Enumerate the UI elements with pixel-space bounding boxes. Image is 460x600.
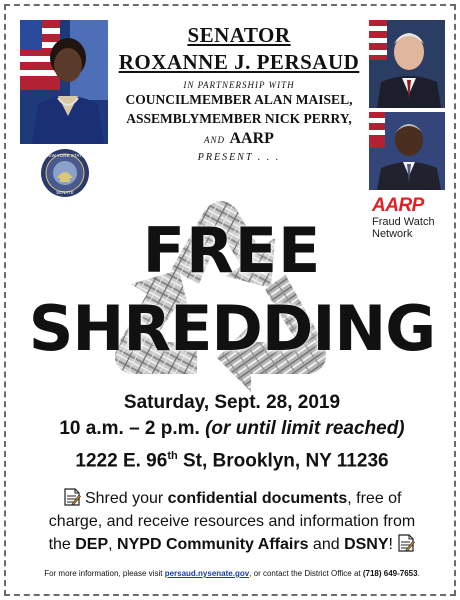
description-bold-dep: DEP	[75, 536, 109, 553]
senator-portrait	[20, 20, 108, 144]
perry-portrait	[369, 112, 445, 190]
senator-name: ROXANNE J. PERSAUD	[118, 50, 360, 74]
partner-perry: ASSEMBLYMEMBER NICK PERRY,	[126, 111, 352, 126]
description-bold-nypd: NYPD Community Affairs	[117, 536, 309, 553]
description-bold-documents: confidential documents	[167, 490, 348, 507]
event-address	[6, 442, 456, 475]
header	[116, 22, 362, 163]
event-date: Saturday, Sept. 28, 2019	[123, 392, 341, 413]
senator-persaud-photo	[20, 20, 108, 144]
partner-maisel: COUNCILMEMBER ALAN MAISEL,	[125, 92, 353, 107]
description-part4: and	[308, 536, 345, 553]
event-time: 10 a.m. – 2 p.m.	[59, 418, 200, 439]
senate-website-link[interactable]: persaud.nysenate.gov	[164, 569, 250, 578]
assemblymember-perry-photo	[369, 112, 445, 190]
senator-title: SENATOR	[187, 23, 291, 47]
address-rest: St, Brooklyn, NY 11236	[177, 450, 389, 472]
event-description	[36, 487, 428, 556]
partnership-label: IN PARTNERSHIP WITH	[183, 80, 295, 90]
address-suffix: th	[167, 450, 178, 462]
partner-aarp-row	[116, 130, 362, 148]
seal-bottom-text: SENATE	[56, 190, 74, 195]
aarp-tagline-line1: Fraud Watch	[372, 216, 435, 228]
description-bold-dsny: DSNY	[344, 536, 389, 553]
description-part1: Shred your	[84, 490, 168, 507]
footer-text2: , or contact the District Office at	[249, 569, 363, 578]
description-part2: , free of charge, and receive resources and information from the	[48, 490, 416, 553]
aarp-tagline-line2: Network	[372, 228, 413, 240]
seal-top-text: NEW YORK STATE	[45, 153, 85, 158]
footer-text3: .	[417, 569, 420, 578]
councilmember-maisel-photo	[369, 20, 445, 108]
event-time-line	[6, 415, 456, 442]
headline-free: FREE	[142, 214, 322, 287]
footer	[6, 569, 456, 578]
present-label: PRESENT . . .	[197, 152, 281, 163]
document-icon	[397, 534, 415, 552]
partner-aarp: AARP	[229, 130, 274, 147]
description-part3: ,	[108, 536, 118, 553]
flyer	[4, 4, 456, 596]
district-office-phone: (718) 649-7653	[362, 569, 418, 578]
event-time-note: (or until limit reached)	[205, 418, 405, 439]
headline-shredding: SHREDDING	[28, 292, 436, 365]
event-details	[6, 390, 456, 475]
aarp-brand: AARP	[372, 195, 424, 216]
description-part5: !	[388, 536, 393, 553]
ny-senate-seal	[40, 148, 90, 198]
footer-text1: For more information, please visit	[44, 569, 165, 578]
seal-icon	[40, 148, 90, 198]
document-icon	[63, 488, 81, 506]
address-prefix: 1222 E. 96	[75, 450, 168, 472]
maisel-portrait	[369, 20, 445, 108]
and-label: AND	[204, 135, 226, 145]
